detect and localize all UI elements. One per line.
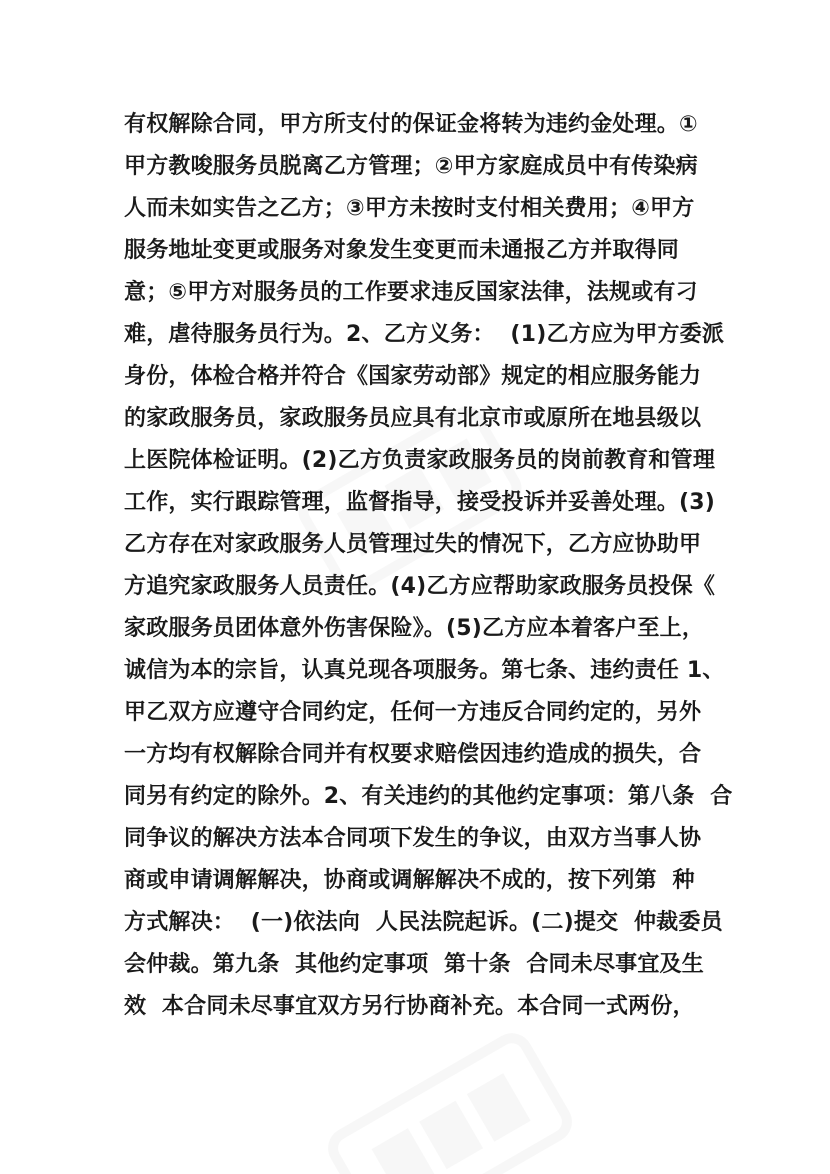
text-line: 有权解除合同，甲方所支付的保证金将转为违约金处理。①: [124, 112, 698, 137]
text-line: 诚信为本的宗旨，认真兑现各项服务。第七条、违约责任 1、: [124, 658, 725, 683]
text-line: 人而未如实告之乙方；③甲方未按时支付相关费用；④甲方: [124, 196, 695, 221]
text-line: 方式解决： (一)依法向 人民法院起诉。(二)提交 仲裁委员: [124, 910, 723, 935]
text-line: 的家政服务员，家政服务员应具有北京市或原所在地县级以: [124, 406, 702, 431]
text-line: 服务地址变更或服务对象发生变更而未通报乙方并取得同: [124, 238, 680, 263]
text-line: 方追究家政服务人员责任。(4)乙方应帮助家政服务员投保《: [124, 574, 716, 599]
text-line: 乙方存在对家政服务人员管理过失的情况下，乙方应协助甲: [124, 532, 702, 557]
text-line: 意；⑤甲方对服务员的工作要求违反国家法律，法规或有刁: [124, 280, 698, 305]
text-line: 商或申请调解解决，协商或调解解决不成的，按下列第 种: [124, 868, 695, 893]
text-line: 同争议的解决方法本合同项下发生的争议，由双方当事人协: [124, 826, 702, 851]
text-line: 甲乙双方应遵守合同约定，任何一方违反合同约定的，另外: [124, 700, 702, 725]
text-line: 上医院体检证明。(2)乙方负责家政服务员的岗前教育和管理: [124, 448, 716, 473]
text-line: 家政服务员团体意外伤害保险》。(5)乙方应本着客户至上，: [124, 616, 705, 641]
watermark-logo-bottom: [309, 1010, 592, 1174]
text-line: 同另有约定的除外。2、有关违约的其他约定事项：第八条 合: [124, 784, 733, 809]
text-line: 难，虐待服务员行为。2、乙方义务： (1)乙方应为甲方委派: [124, 322, 725, 347]
text-line: 一方均有权解除合同并有权要求赔偿因违约造成的损失，合: [124, 742, 702, 767]
text-line: 会仲裁。第九条 其他约定事项 第十条 合同未尽事宜及生: [124, 952, 704, 977]
text-line: 甲方教唆服务员脱离乙方管理；②甲方家庭成员中有传染病: [124, 154, 698, 179]
contract-body-text: [124, 104, 733, 1028]
text-line: 工作，实行跟踪管理，监督指导，接受投诉并妥善处理。(3): [124, 490, 716, 515]
text-line: 效 本合同未尽事宜双方另行协商补充。本合同一式两份，: [124, 994, 695, 1019]
text-line: 身份，体检合格并符合《国家劳动部》规定的相应服务能力: [124, 364, 702, 389]
